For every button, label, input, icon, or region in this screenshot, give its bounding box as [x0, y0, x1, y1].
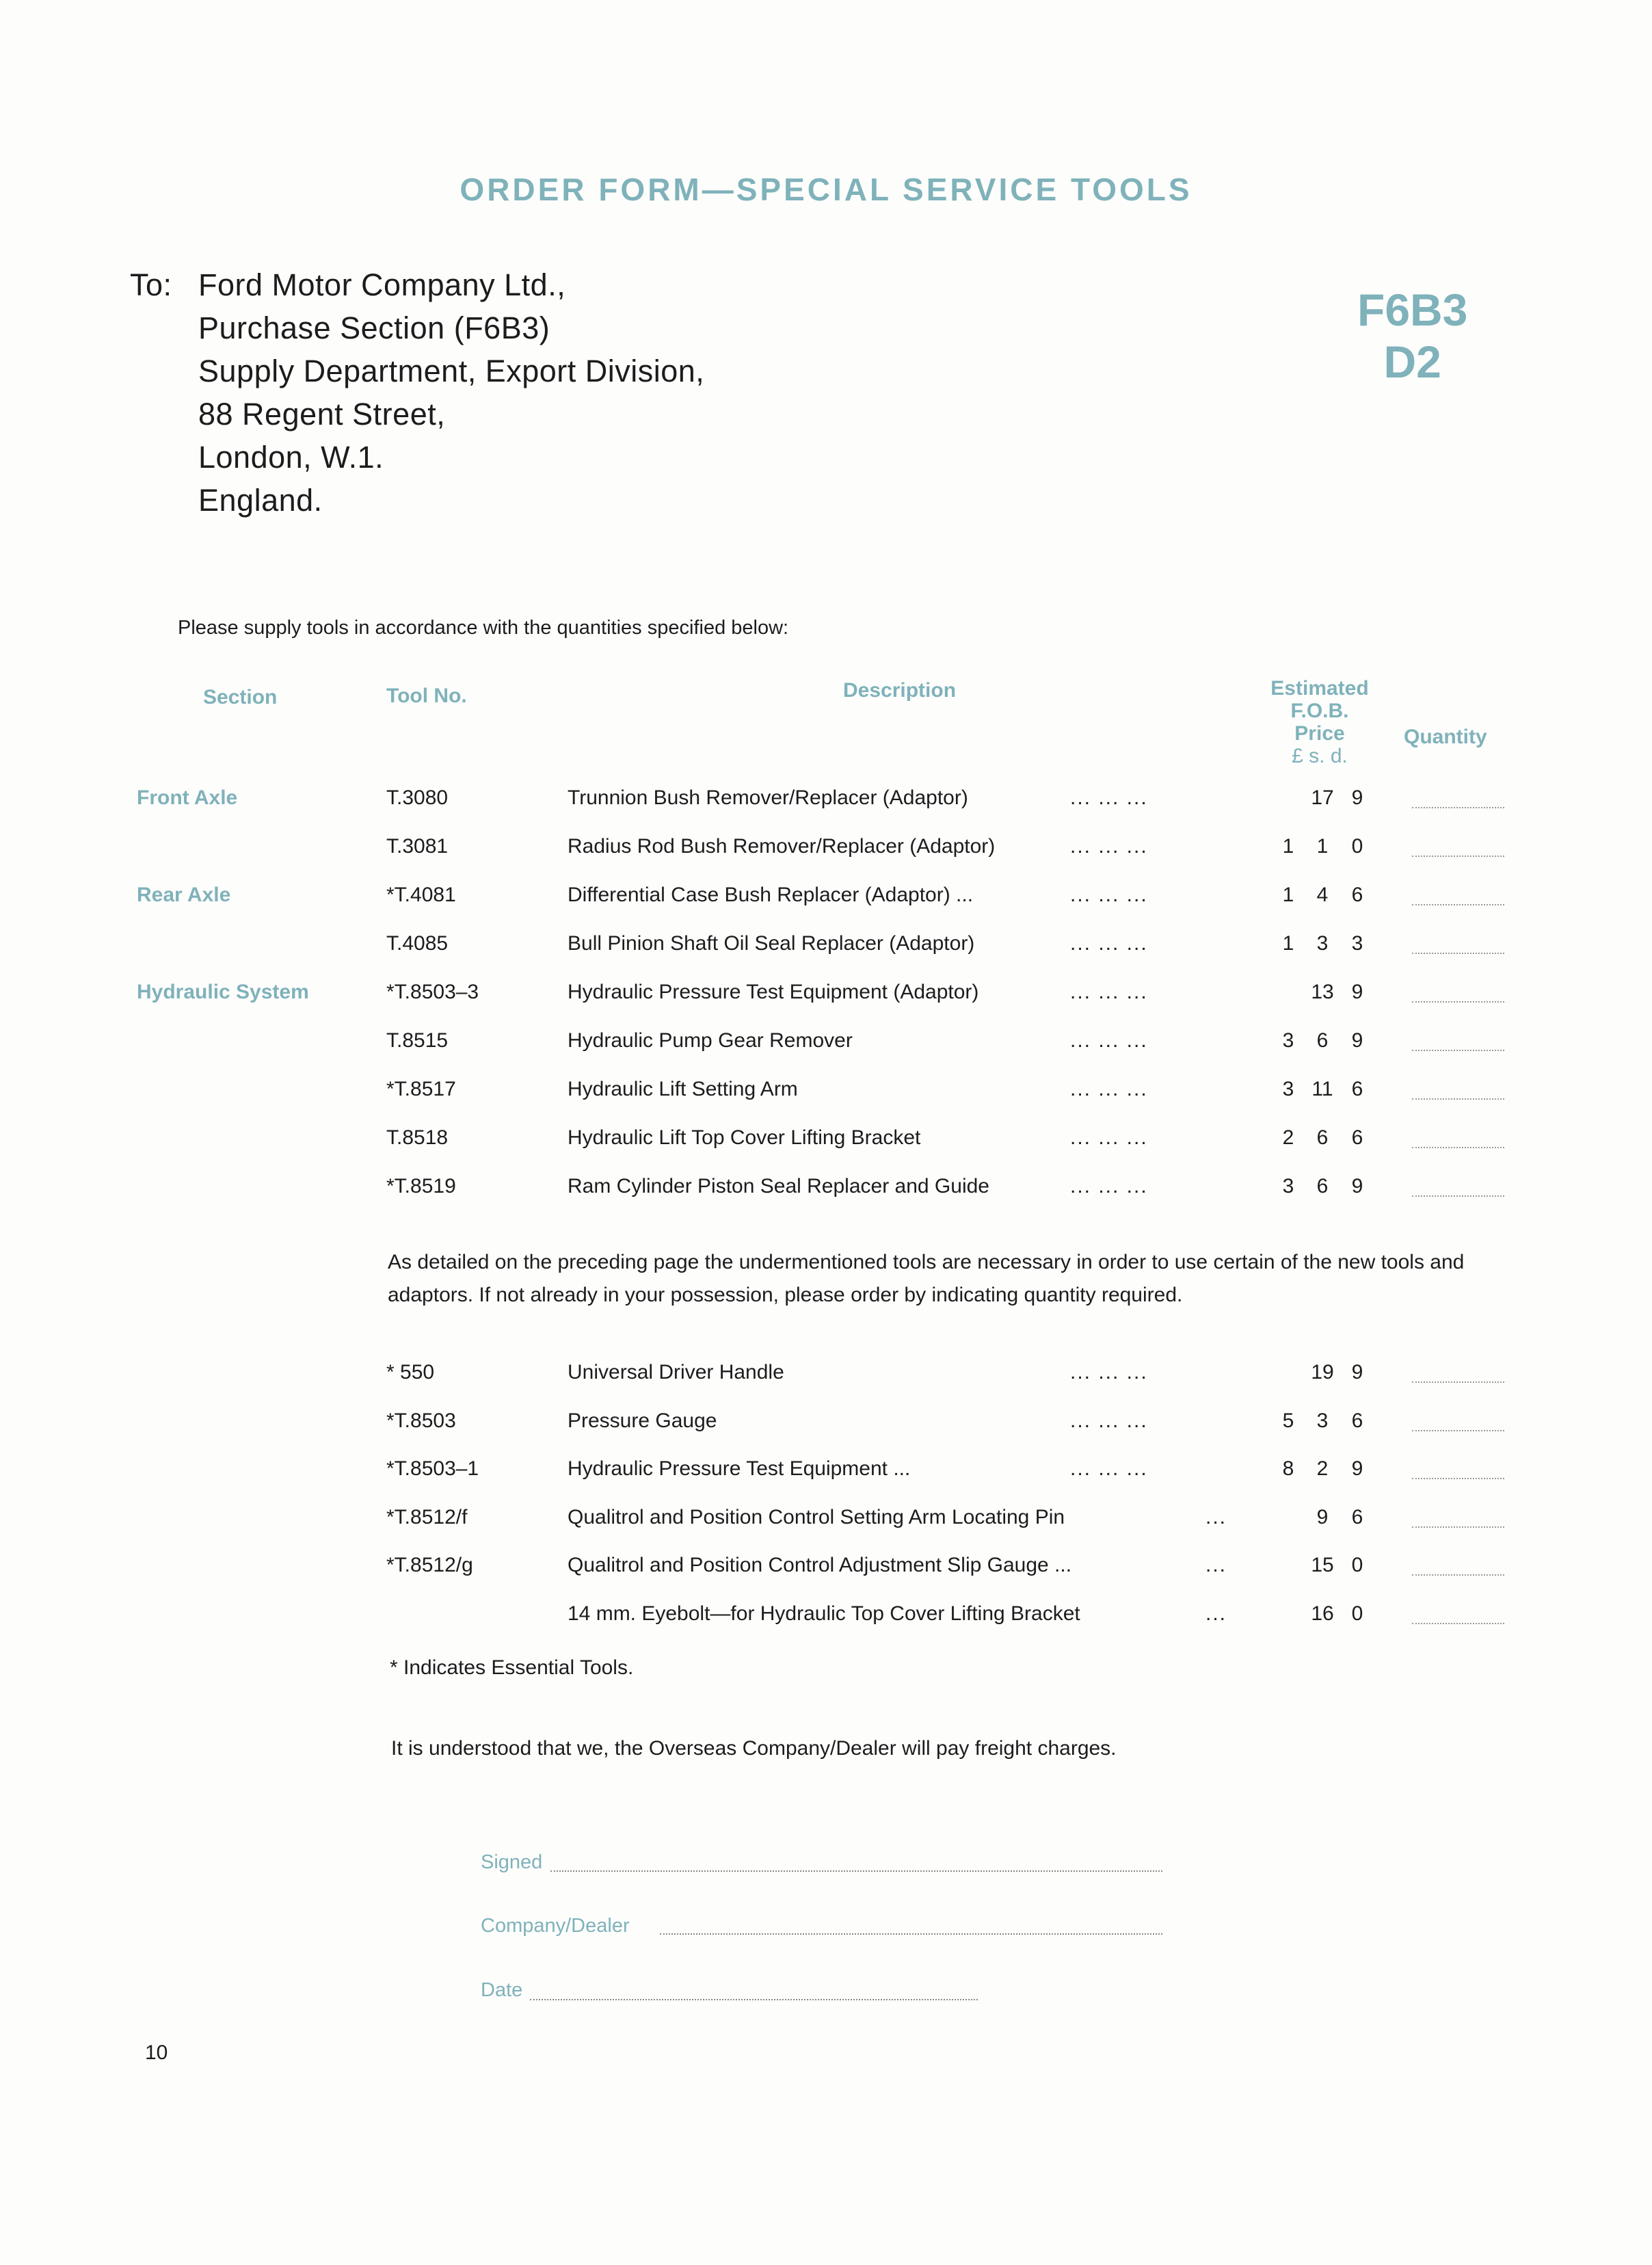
price-pounds: 5 [1282, 1409, 1294, 1432]
row-price [1272, 1409, 1374, 1433]
price-pence: 3 [1351, 932, 1363, 955]
table-row [0, 1409, 1652, 1451]
table-row [0, 981, 1652, 1022]
table-row [0, 835, 1652, 876]
row-tool-no: T.3080 [386, 786, 449, 809]
row-price [1272, 981, 1374, 1004]
row-section: Hydraulic System [137, 981, 309, 1003]
quantity-field[interactable] [1412, 1126, 1504, 1148]
row-description: Differential Case Bush Replacer (Adaptor) ... [568, 884, 974, 906]
price-shillings: 19 [1311, 1361, 1334, 1383]
price-pence: 0 [1351, 1554, 1363, 1576]
row-description: Universal Driver Handle [568, 1361, 784, 1383]
price-pounds: 1 [1282, 884, 1294, 906]
price-pounds: 1 [1282, 835, 1294, 858]
price-shillings: 6 [1316, 1175, 1329, 1197]
row-description: Qualitrol and Position Control Setting Arm Locating Pin [568, 1505, 1065, 1528]
price-pence: 6 [1351, 1409, 1363, 1432]
price-pence: 6 [1351, 884, 1363, 906]
row-leader-dots: ... [1205, 1505, 1227, 1528]
row-price [1272, 835, 1374, 858]
row-description: Hydraulic Pump Gear Remover [568, 1029, 853, 1052]
row-description: Trunnion Bush Remover/Replacer (Adaptor) [568, 786, 968, 809]
table-row [0, 1457, 1652, 1498]
row-leader-dots: ... ... ... [1070, 1457, 1148, 1480]
quantity-field[interactable] [1412, 1078, 1504, 1100]
signed-label: Signed [481, 1851, 543, 1873]
row-tool-no: T.8518 [386, 1126, 449, 1149]
row-description: 14 mm. Eyebolt—for Hydraulic Top Cover Lifting Bracket [568, 1602, 1080, 1625]
quantity-field[interactable] [1412, 1554, 1504, 1576]
address-line: 88 Regent Street, [198, 397, 446, 432]
row-leader-dots: ... ... ... [1070, 835, 1148, 858]
explanatory-paragraph: As detailed on the preceding page the undermentioned tools are necessary in order to use certain of the new tools and adaptors. If not already in your possession, please order by indicating quantity required. [388, 1251, 1465, 1306]
table-row [0, 884, 1652, 925]
row-tool-no: * 550 [386, 1361, 435, 1383]
address-line: Ford Motor Company Ltd., [198, 267, 566, 302]
row-leader-dots: ... ... ... [1070, 884, 1148, 906]
row-leader-dots: ... ... ... [1070, 786, 1148, 809]
table-row [0, 1078, 1652, 1119]
price-pence: 9 [1351, 786, 1363, 809]
row-leader-dots: ... ... ... [1070, 981, 1148, 1003]
row-price [1272, 1554, 1374, 1577]
page-title: ORDER FORM—SPECIAL SERVICE TOOLS [459, 172, 1193, 207]
row-price [1272, 786, 1374, 810]
header-section: Section [203, 686, 278, 708]
row-tool-no: T.3081 [386, 835, 449, 858]
row-leader-dots: ... ... ... [1070, 932, 1148, 955]
date-line[interactable] [530, 1998, 978, 2000]
form-code-line2: D2 [1383, 336, 1441, 387]
quantity-field[interactable] [1412, 981, 1504, 1003]
price-pounds [1272, 1602, 1305, 1626]
form-code-line1: F6B3 [1357, 284, 1468, 335]
price-pence: 6 [1351, 1126, 1363, 1149]
header-description: Description [843, 679, 957, 702]
row-price [1272, 1126, 1374, 1150]
date-label: Date [481, 1979, 523, 2001]
price-pounds: 3 [1282, 1029, 1294, 1052]
price-shillings: 4 [1316, 884, 1329, 906]
page-number: 10 [145, 2041, 168, 2064]
price-pence: 6 [1351, 1505, 1363, 1528]
price-shillings: 15 [1311, 1554, 1334, 1576]
table-row [0, 1602, 1652, 1643]
row-leader-dots: ... ... ... [1070, 1126, 1148, 1149]
header-quantity: Quantity [1404, 726, 1487, 748]
row-price [1272, 1175, 1374, 1198]
quantity-field[interactable] [1412, 884, 1504, 905]
price-shillings: 6 [1316, 1126, 1329, 1149]
quantity-field[interactable] [1412, 1029, 1504, 1051]
freight-statement: It is understood that we, the Overseas Company/Dealer will pay freight charges. [391, 1737, 1117, 1760]
row-tool-no: *T.8512/f [386, 1505, 468, 1528]
address-line: London, W.1. [198, 440, 384, 475]
price-shillings: 3 [1316, 932, 1329, 955]
row-price [1272, 1602, 1374, 1626]
row-tool-no: *T.8503–1 [386, 1457, 479, 1480]
quantity-field[interactable] [1412, 1506, 1504, 1528]
row-leader-dots: ... ... ... [1070, 1029, 1148, 1052]
price-pounds [1272, 981, 1305, 1004]
row-leader-dots: ... ... ... [1070, 1361, 1148, 1383]
row-tool-no: *T.4081 [386, 884, 456, 906]
to-label: To: [130, 267, 172, 302]
row-leader-dots: ... [1205, 1602, 1227, 1625]
quantity-field[interactable] [1412, 1457, 1504, 1479]
address-line: England. [198, 483, 323, 518]
table-row [0, 1506, 1652, 1547]
row-description: Hydraulic Pressure Test Equipment (Adaptor) [568, 981, 979, 1003]
row-leader-dots: ... ... ... [1070, 1078, 1148, 1100]
price-pounds [1272, 1361, 1305, 1384]
table-row [0, 932, 1652, 973]
row-price [1272, 1457, 1374, 1481]
header-currency: £ s. d. [1292, 745, 1348, 767]
row-description: Bull Pinion Shaft Oil Seal Replacer (Adaptor) [568, 932, 975, 955]
table-row [0, 1361, 1652, 1402]
price-shillings: 6 [1316, 1029, 1329, 1052]
address-line: Supply Department, Export Division, [198, 354, 705, 388]
price-pence: 9 [1351, 1029, 1363, 1052]
price-shillings: 9 [1316, 1505, 1329, 1528]
row-price [1272, 884, 1374, 907]
row-leader-dots: ... ... ... [1070, 1409, 1148, 1432]
address-line: Purchase Section (F6B3) [198, 310, 550, 345]
company-dealer-label: Company/Dealer [481, 1915, 630, 1937]
row-tool-no: *T.8503 [386, 1409, 456, 1432]
quantity-field[interactable] [1412, 786, 1504, 808]
price-shillings: 13 [1311, 981, 1334, 1003]
price-pounds: 8 [1282, 1457, 1294, 1480]
row-tool-no: *T.8503–3 [386, 981, 479, 1003]
price-pence: 0 [1351, 835, 1363, 858]
header-estimated: Estimated [1270, 677, 1369, 700]
row-section: Rear Axle [137, 884, 231, 906]
price-shillings: 1 [1316, 835, 1329, 858]
row-section: Front Axle [137, 786, 238, 809]
price-pence: 9 [1351, 981, 1363, 1003]
price-pounds [1272, 786, 1305, 810]
price-pounds: 2 [1282, 1126, 1294, 1149]
row-price [1272, 1506, 1374, 1529]
table-row [0, 1175, 1652, 1216]
quantity-field[interactable] [1412, 1175, 1504, 1197]
row-description: Hydraulic Lift Setting Arm [568, 1078, 798, 1100]
quantity-field[interactable] [1412, 1361, 1504, 1383]
price-pounds: 3 [1282, 1175, 1294, 1197]
row-tool-no: *T.8519 [386, 1175, 456, 1197]
quantity-field[interactable] [1412, 835, 1504, 857]
row-description: Qualitrol and Position Control Adjustment Slip Gauge ... [568, 1554, 1072, 1576]
price-shillings: 16 [1311, 1602, 1334, 1625]
price-pounds: 3 [1282, 1078, 1294, 1100]
header-fob: F.O.B. [1290, 700, 1349, 722]
row-description: Radius Rod Bush Remover/Replacer (Adaptor) [568, 835, 996, 858]
row-leader-dots: ... [1205, 1554, 1227, 1576]
row-price [1272, 1078, 1374, 1101]
signed-line[interactable] [550, 1869, 1162, 1872]
price-pence: 0 [1351, 1602, 1363, 1625]
form-code [1357, 284, 1467, 388]
price-shillings: 17 [1311, 786, 1334, 809]
price-shillings: 11 [1311, 1078, 1333, 1100]
table-row [0, 786, 1652, 827]
header-tool-no: Tool No. [386, 685, 467, 707]
price-pounds: 1 [1282, 932, 1294, 955]
price-pence: 6 [1351, 1078, 1363, 1100]
price-pence: 9 [1351, 1457, 1363, 1480]
company-dealer-line[interactable] [660, 1932, 1162, 1935]
price-pence: 9 [1351, 1361, 1363, 1383]
table-row [0, 1029, 1652, 1070]
row-price [1272, 932, 1374, 955]
price-pence: 9 [1351, 1175, 1363, 1197]
row-tool-no: T.8515 [386, 1029, 449, 1052]
header-price-label: Price [1294, 722, 1345, 745]
essential-tools-note: * Indicates Essential Tools. [390, 1656, 634, 1679]
row-description: Pressure Gauge [568, 1409, 717, 1432]
price-shillings: 3 [1316, 1409, 1329, 1432]
quantity-field[interactable] [1412, 1409, 1504, 1431]
quantity-field[interactable] [1412, 932, 1504, 954]
intro-text: Please supply tools in accordance with the quantities specified below: [178, 617, 789, 639]
row-price [1272, 1361, 1374, 1384]
quantity-field[interactable] [1412, 1602, 1504, 1624]
table-row [0, 1554, 1652, 1595]
price-shillings: 2 [1316, 1457, 1329, 1480]
row-tool-no: T.4085 [386, 932, 449, 955]
price-pounds [1272, 1554, 1305, 1577]
row-price [1272, 1029, 1374, 1052]
row-tool-no: *T.8517 [386, 1078, 456, 1100]
row-leader-dots: ... ... ... [1070, 1175, 1148, 1197]
price-pounds [1272, 1506, 1305, 1529]
row-description: Hydraulic Pressure Test Equipment ... [568, 1457, 911, 1480]
header-price [1258, 677, 1381, 767]
row-tool-no: *T.8512/g [386, 1554, 473, 1576]
table-row [0, 1126, 1652, 1167]
row-description: Hydraulic Lift Top Cover Lifting Bracket [568, 1126, 921, 1149]
row-description: Ram Cylinder Piston Seal Replacer and Guide [568, 1175, 989, 1197]
